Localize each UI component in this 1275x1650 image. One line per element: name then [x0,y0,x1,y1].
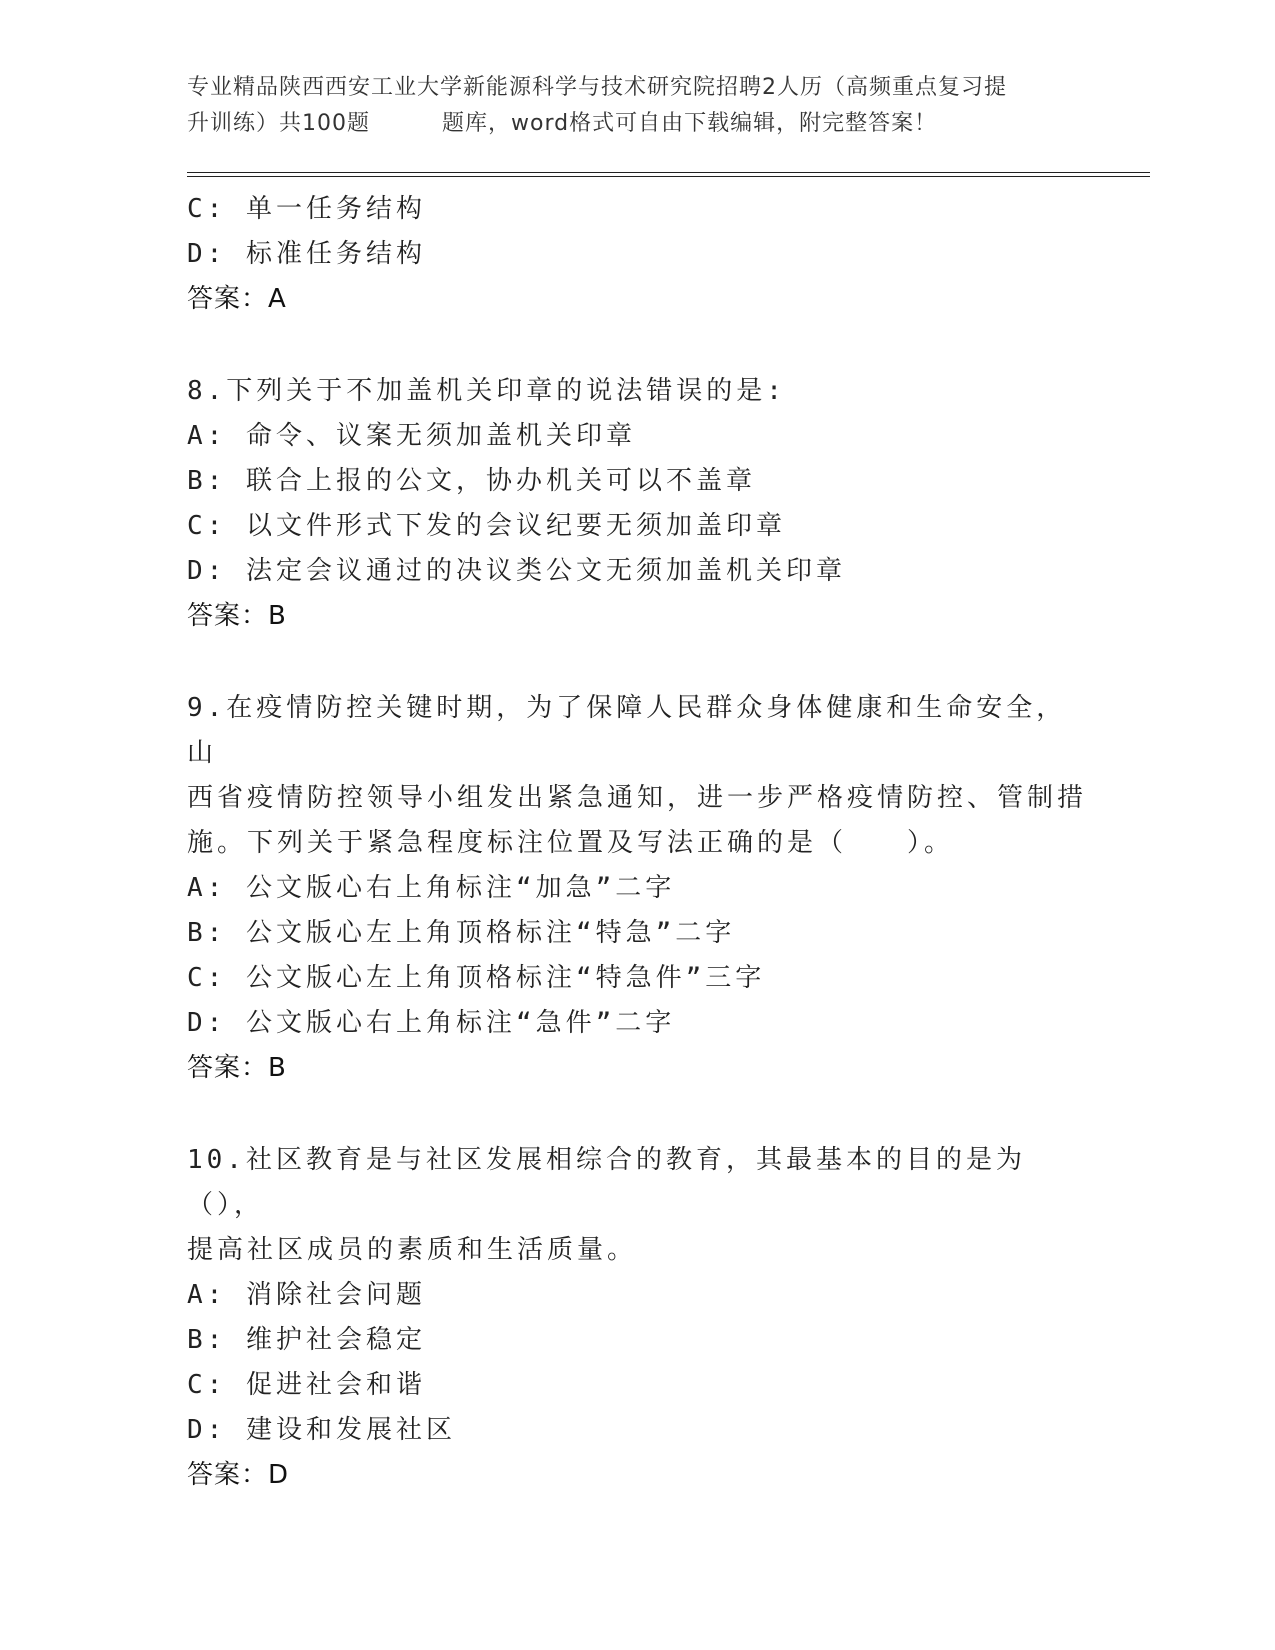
answer: 答案：A [187,284,287,314]
option-d: D: 法定会议通过的决议类公文无须加盖机关印章 [187,556,846,586]
option-c: C: 单一任务结构 [187,194,426,224]
option-b: B: 公文版心左上角顶格标注“特急”二字 [187,918,736,948]
header-line-1: 专业精品陕西西安工业大学新能源科学与技术研究院招聘2人历（高频重点复习提 [187,75,1007,100]
question-10 [187,1138,1087,1498]
option-a: A: 命令、议案无须加盖机关印章 [187,421,636,451]
question-9 [187,686,1087,1091]
header-rule-bottom [187,176,1150,177]
header-line-2 [187,106,1087,142]
option-a: A: 消除社会问题 [187,1280,426,1310]
question-list [187,187,1087,1498]
option-c: C: 公文版心左上角顶格标注“特急件”三字 [187,963,766,993]
answer: 答案：D [187,1460,290,1490]
question-stem-line-1: 10.社区教育是与社区发展相综合的教育，其最基本的目的是为（）， [187,1145,1026,1220]
header-line-2-start: 升训练）共100题 [187,111,370,136]
question-stem-line-2: 西省疫情防控领导小组发出紧急通知，进一步严格疫情防控、管制措 [187,783,1088,813]
question-stem-line-3: 施。下列关于紧急程度标注位置及写法正确的是（ ）。 [187,828,955,858]
question-8 [187,369,1087,639]
document-header [187,70,1087,142]
option-c: C: 促进社会和谐 [187,1370,426,1400]
option-b: B: 联合上报的公文，协办机关可以不盖章 [187,466,756,496]
question-stem-line-1: 9.在疫情防控关键时期，为了保障人民群众身体健康和生命安全，山 [187,693,1067,768]
header-line-2-end: 题库，word格式可自由下载编辑，附完整答案！ [442,111,938,136]
answer: 答案：B [187,601,287,631]
option-d: D: 公文版心右上角标注“急件”二字 [187,1008,676,1038]
option-a: A: 公文版心右上角标注“加急”二字 [187,873,676,903]
question-stem-line-2: 提高社区成员的素质和生活质量。 [187,1235,638,1265]
option-b: B: 维护社会稳定 [187,1325,426,1355]
question-stem: 8.下列关于不加盖机关印章的说法错误的是: [187,376,786,406]
option-d: D: 标准任务结构 [187,239,426,269]
answer: 答案：B [187,1053,287,1083]
option-d: D: 建设和发展社区 [187,1415,456,1445]
question-7-tail [187,187,1087,322]
header-rule-top [187,172,1150,173]
option-c: C: 以文件形式下发的会议纪要无须加盖印章 [187,511,786,541]
